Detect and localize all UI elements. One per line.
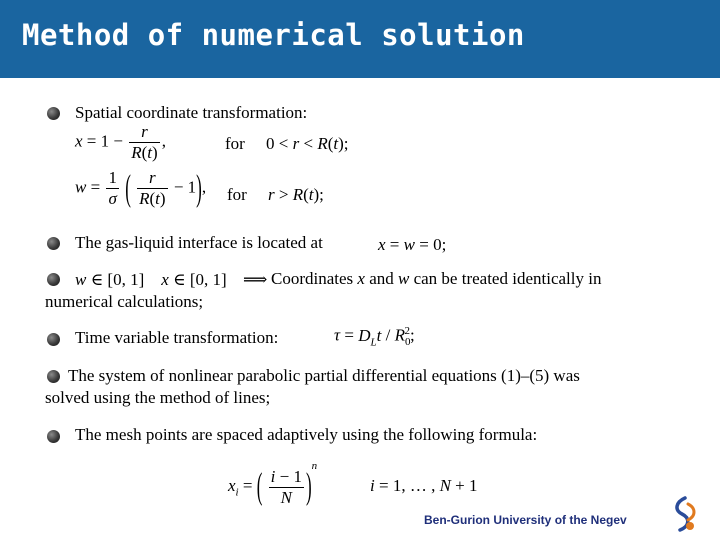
equation-interface: x = w = 0; xyxy=(378,235,447,254)
bullet-text-system: The system of nonlinear parabolic partial differential equations (1)–(5) was xyxy=(68,366,580,385)
bullet-icon xyxy=(47,273,60,286)
bullet-text-coordinates: Coordinates x and w can be treated identically in xyxy=(271,269,602,288)
equation-mesh-index: i = 1, … , N + 1 xyxy=(370,476,478,495)
university-name: Ben-Gurion University of the Negev xyxy=(424,513,627,527)
equation-time-transform: $\tau = D_Lt / R_0^2$; xyxy=(334,325,415,349)
university-logo-icon xyxy=(668,496,702,534)
bullet-text-mesh: The mesh points are spaced adaptively using the following formula: xyxy=(75,425,538,444)
bullet-text-system-cont: solved using the method of lines; xyxy=(45,388,271,407)
implies-arrow-icon: ⟹ xyxy=(243,270,268,289)
bullet-icon xyxy=(47,370,60,383)
equation-x-transform: x = 1 − $\frac{r}{R(t)}$ , xyxy=(75,122,166,162)
bullet-icon xyxy=(47,107,60,120)
bullet-icon xyxy=(47,430,60,443)
title-bar xyxy=(0,0,720,78)
bullet-text-interface: The gas-liquid interface is located at xyxy=(75,233,323,252)
equation-domains: w ∈ [0, 1] x ∈ [0, 1] xyxy=(75,270,227,289)
equation-1-for: for xyxy=(225,134,245,153)
bullet-icon xyxy=(47,237,60,250)
equation-w-transform: w = $\frac{1}{\sigma}$ ( $\frac{r}{R(t)}$ − 1), xyxy=(75,166,207,209)
slide-title: Method of numerical solution xyxy=(22,18,525,52)
equation-mesh: $x_i$ = ( $\frac{i - 1}{N}$ )$^n$ xyxy=(228,460,318,507)
equation-2-condition: r > R(t); xyxy=(268,185,324,204)
bullet-icon xyxy=(47,333,60,346)
bullet-text-time: Time variable transformation: xyxy=(75,328,279,347)
bullet-text-coordinates-cont: numerical calculations; xyxy=(45,292,204,311)
equation-2-for: for xyxy=(227,185,247,204)
equation-1-condition: 0 < r < R(t); xyxy=(266,134,349,153)
bullet-text-spatial: Spatial coordinate transformation: xyxy=(75,103,308,122)
